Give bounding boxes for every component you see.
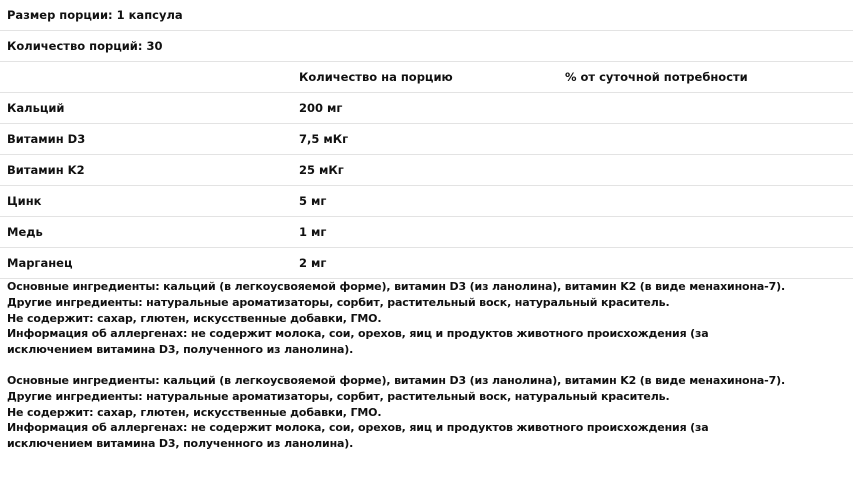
nutrient-amount: 7,5 мКг [292,124,558,155]
nutrient-amount: 5 мг [292,186,558,217]
allergen-info-text: Информация об аллергенах: не содержит молока, сои, орехов, яиц и продуктов животного происхождения (за [7,421,709,435]
ingredients-block [7,373,856,452]
nutrient-name: Цинк [0,186,292,217]
nutrient-name: Марганец [0,248,292,279]
allergen-info-text: Информация об аллергенах: не содержит молока, сои, орехов, яиц и продуктов животного происхождения (за [7,327,709,341]
nutrient-amount: 25 мКг [292,155,558,186]
other-ingredients-text: Другие ингредиенты: натуральные ароматизаторы, сорбит, растительный воск, натуральный краситель. [7,295,670,309]
nutrient-daily-value [558,217,853,248]
ingredients-notes [0,279,856,452]
table-row [0,217,853,248]
nutrient-name: Кальций [0,93,292,124]
nutrient-daily-value [558,124,853,155]
ingredients-block [7,279,856,358]
nutrient-amount: 2 мг [292,248,558,279]
nutrient-daily-value [558,155,853,186]
free-of-text: Не содержит: сахар, глютен, искусственные добавки, ГМО. [7,311,382,325]
free-of-text: Не содержит: сахар, глютен, искусственные добавки, ГМО. [7,405,382,419]
servings-count-row [0,31,853,62]
table-header-row [0,62,853,93]
nutrient-amount: 200 мг [292,93,558,124]
allergen-info-text-continued: исключением витамина D3, полученного из ланолина). [7,343,354,357]
allergen-info-text-continued: исключением витамина D3, полученного из ланолина). [7,437,354,451]
table-row [0,124,853,155]
nutrient-name: Медь [0,217,292,248]
nutrient-daily-value [558,248,853,279]
main-ingredients-text: Основные ингредиенты: кальций (в легкоусвояемой форме), витамин D3 (из ланолина), витамин K2 (в виде менахинона-7). [7,280,785,293]
nutrient-daily-value [558,186,853,217]
table-row [0,155,853,186]
table-row [0,248,853,279]
header-daily-value: % от суточной потребности [558,62,853,93]
other-ingredients-text: Другие ингредиенты: натуральные ароматизаторы, сорбит, растительный воск, натуральный краситель. [7,389,670,403]
nutrient-name: Витамин D3 [0,124,292,155]
table-row [0,186,853,217]
header-nutrient [0,62,292,93]
serving-size-row [0,0,853,31]
serving-size-text: Размер порции: 1 капсула [0,0,853,31]
main-ingredients-text: Основные ингредиенты: кальций (в легкоусвояемой форме), витамин D3 (из ланолина), витамин K2 (в виде менахинона-7). [7,373,785,387]
nutrient-daily-value [558,93,853,124]
header-amount-per-serving: Количество на порцию [292,62,558,93]
nutrient-name: Витамин K2 [0,155,292,186]
servings-count-text: Количество порций: 30 [0,31,853,62]
table-row [0,93,853,124]
nutrient-amount: 1 мг [292,217,558,248]
